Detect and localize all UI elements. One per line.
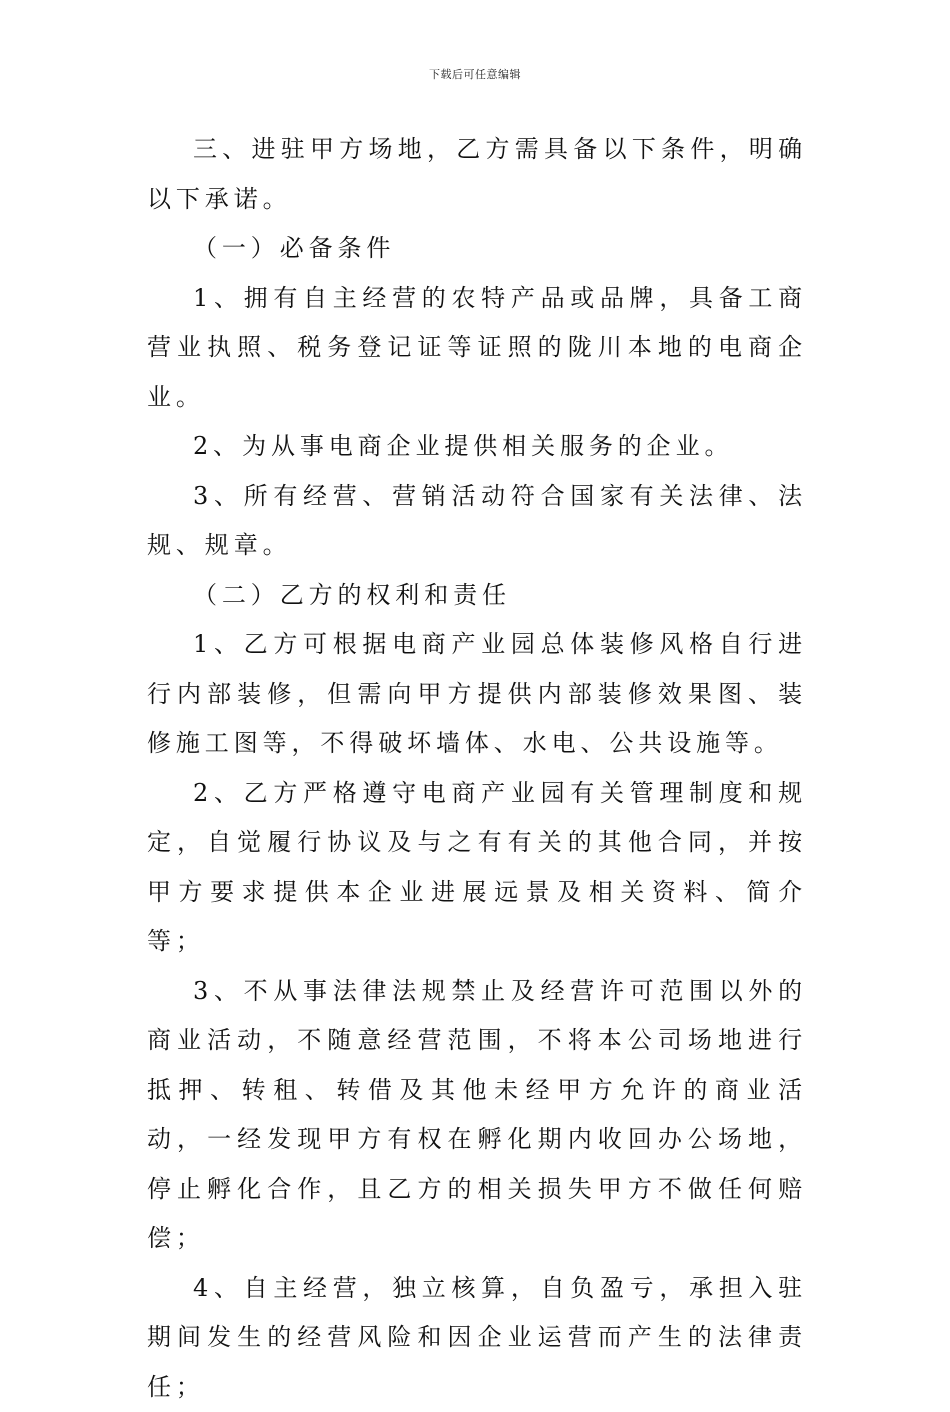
paragraph-right-3: 3、不从事法律法规禁止及经营许可范围以外的商业活动，不随意经营范围，不将本公司场地进行抵押、转租、转借及其他未经甲方允许的商业活动，一经发现甲方有权在孵化期内收回办公场地，停止孵化合作，且乙方的相关损失甲方不做任何赔偿； [147, 967, 807, 1264]
paragraph-condition-2: 2、为从事电商企业提供相关服务的企业。 [147, 422, 807, 472]
paragraph-right-2: 2、乙方严格遵守电商产业园有关管理制度和规定，自觉履行协议及与之有有关的其他合同，并按甲方要求提供本企业进展远景及相关资料、简介等； [147, 769, 807, 967]
paragraph-section-three-intro: 三、进驻甲方场地，乙方需具备以下条件，明确以下承诺。 [147, 125, 807, 224]
paragraph-heading-rights-responsibilities: （二）乙方的权利和责任 [147, 571, 807, 621]
paragraph-right-1: 1、乙方可根据电商产业园总体装修风格自行进行内部装修，但需向甲方提供内部装修效果图、装修施工图等，不得破坏墙体、水电、公共设施等。 [147, 620, 807, 769]
document-body [147, 125, 807, 1412]
page-header: 下载后可任意编辑 [0, 66, 950, 82]
paragraph-heading-required-conditions: （一）必备条件 [147, 224, 807, 274]
paragraph-condition-1: 1、拥有自主经营的农特产品或品牌，具备工商营业执照、税务登记证等证照的陇川本地的电商企业。 [147, 274, 807, 423]
paragraph-right-4: 4、自主经营，独立核算，自负盈亏，承担入驻期间发生的经营风险和因企业运营而产生的法律责任； [147, 1264, 807, 1412]
paragraph-condition-3: 3、所有经营、营销活动符合国家有关法律、法规、规章。 [147, 472, 807, 571]
